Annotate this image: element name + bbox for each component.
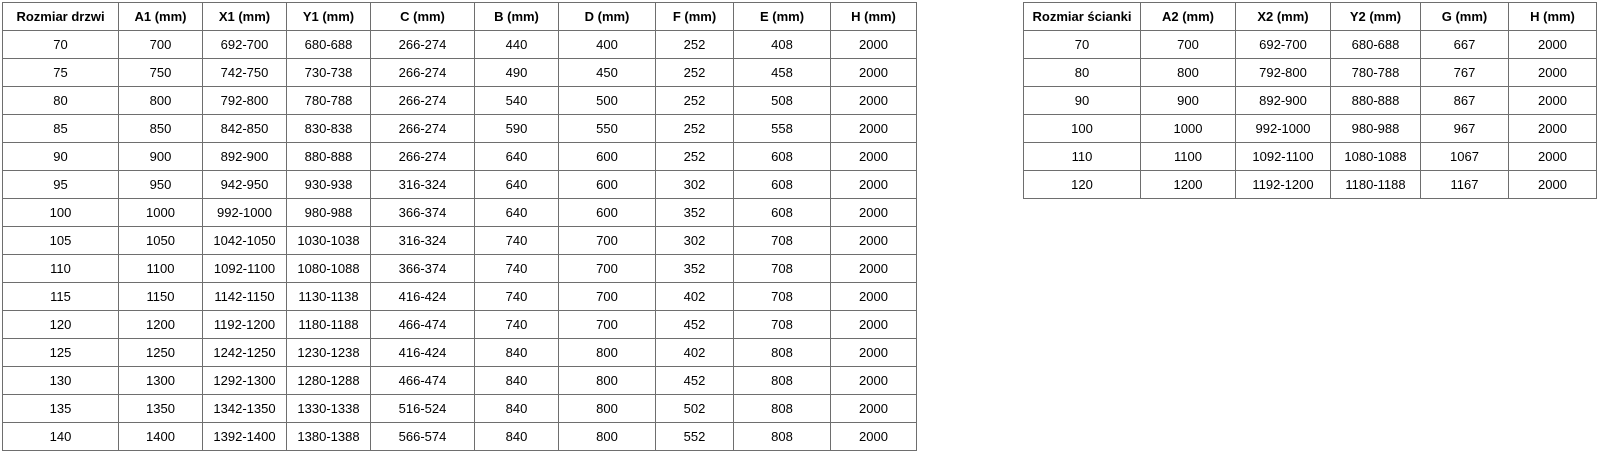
table-cell: 600	[559, 143, 656, 171]
table-cell: 302	[656, 227, 734, 255]
table-cell: 400	[559, 31, 656, 59]
table-cell: 1042-1050	[203, 227, 287, 255]
column-header: C (mm)	[371, 3, 475, 31]
table-cell: 1350	[119, 395, 203, 423]
table-cell: 1392-1400	[203, 423, 287, 451]
table-cell: 402	[656, 339, 734, 367]
table-cell: 2000	[831, 339, 917, 367]
table-cell: 1192-1200	[1236, 171, 1331, 199]
table-cell: 120	[3, 311, 119, 339]
table-cell: 252	[656, 87, 734, 115]
column-header: F (mm)	[656, 3, 734, 31]
table-cell: 950	[119, 171, 203, 199]
wall-size-table	[1023, 2, 1597, 199]
table-cell: 1080-1088	[287, 255, 371, 283]
table-cell: 808	[734, 339, 831, 367]
table-cell: 2000	[831, 283, 917, 311]
table-cell: 608	[734, 199, 831, 227]
table-cell: 740	[475, 255, 559, 283]
table-cell: 600	[559, 171, 656, 199]
table-row	[3, 227, 917, 255]
table-cell: 252	[656, 59, 734, 87]
table-cell: 2000	[831, 367, 917, 395]
door-size-table-body	[3, 31, 917, 451]
table-cell: 90	[1024, 87, 1141, 115]
table-cell: 1000	[119, 199, 203, 227]
table-row	[3, 143, 917, 171]
table-cell: 366-374	[371, 255, 475, 283]
table-cell: 2000	[1509, 115, 1597, 143]
table-cell: 540	[475, 87, 559, 115]
table-cell: 140	[3, 423, 119, 451]
table-row	[3, 311, 917, 339]
table-cell: 1192-1200	[203, 311, 287, 339]
table-cell: 1250	[119, 339, 203, 367]
table-cell: 70	[3, 31, 119, 59]
table-cell: 1400	[119, 423, 203, 451]
table-cell: 800	[119, 87, 203, 115]
door-size-table	[2, 2, 917, 451]
table-cell: 2000	[1509, 31, 1597, 59]
table-cell: 892-900	[1236, 87, 1331, 115]
table-cell: 352	[656, 255, 734, 283]
table-cell: 830-838	[287, 115, 371, 143]
table-row	[3, 115, 917, 143]
table-cell: 466-474	[371, 311, 475, 339]
table-cell: 1230-1238	[287, 339, 371, 367]
door-size-table-header	[3, 3, 917, 31]
column-header: Rozmiar drzwi	[3, 3, 119, 31]
table-row	[1024, 143, 1597, 171]
table-row	[3, 171, 917, 199]
table-cell: 95	[3, 171, 119, 199]
table-cell: 1167	[1421, 171, 1509, 199]
table-cell: 930-938	[287, 171, 371, 199]
table-cell: 680-688	[287, 31, 371, 59]
table-cell: 416-424	[371, 283, 475, 311]
table-cell: 352	[656, 199, 734, 227]
table-cell: 1242-1250	[203, 339, 287, 367]
table-cell: 992-1000	[1236, 115, 1331, 143]
table-cell: 2000	[831, 171, 917, 199]
table-cell: 608	[734, 171, 831, 199]
table-cell: 2000	[831, 59, 917, 87]
table-cell: 100	[3, 199, 119, 227]
table-cell: 90	[3, 143, 119, 171]
table-row	[3, 255, 917, 283]
table-row	[3, 395, 917, 423]
table-row	[1024, 115, 1597, 143]
table-cell: 1150	[119, 283, 203, 311]
table-cell: 366-374	[371, 199, 475, 227]
table-cell: 640	[475, 171, 559, 199]
table-cell: 800	[1141, 59, 1236, 87]
table-cell: 700	[559, 255, 656, 283]
table-cell: 2000	[831, 115, 917, 143]
header-row	[3, 3, 917, 31]
table-cell: 550	[559, 115, 656, 143]
column-header: Y2 (mm)	[1331, 3, 1421, 31]
table-cell: 800	[559, 367, 656, 395]
table-cell: 808	[734, 367, 831, 395]
table-cell: 516-524	[371, 395, 475, 423]
table-cell: 742-750	[203, 59, 287, 87]
table-cell: 1180-1188	[287, 311, 371, 339]
table-cell: 992-1000	[203, 199, 287, 227]
table-cell: 680-688	[1331, 31, 1421, 59]
table-cell: 266-274	[371, 31, 475, 59]
table-cell: 125	[3, 339, 119, 367]
table-cell: 808	[734, 395, 831, 423]
table-cell: 980-988	[1331, 115, 1421, 143]
table-cell: 590	[475, 115, 559, 143]
table-cell: 1200	[1141, 171, 1236, 199]
table-cell: 1092-1100	[1236, 143, 1331, 171]
table-cell: 840	[475, 367, 559, 395]
table-row	[1024, 87, 1597, 115]
table-cell: 840	[475, 395, 559, 423]
table-cell: 740	[475, 311, 559, 339]
table-cell: 708	[734, 283, 831, 311]
table-cell: 110	[3, 255, 119, 283]
table-cell: 1300	[119, 367, 203, 395]
table-row	[3, 423, 917, 451]
table-cell: 1100	[1141, 143, 1236, 171]
table-cell: 115	[3, 283, 119, 311]
table-cell: 452	[656, 311, 734, 339]
table-cell: 808	[734, 423, 831, 451]
table-cell: 800	[559, 395, 656, 423]
table-cell: 608	[734, 143, 831, 171]
table-cell: 740	[475, 227, 559, 255]
table-cell: 266-274	[371, 115, 475, 143]
table-cell: 767	[1421, 59, 1509, 87]
table-cell: 2000	[1509, 143, 1597, 171]
table-cell: 730-738	[287, 59, 371, 87]
table-cell: 2000	[1509, 171, 1597, 199]
wall-size-table-body	[1024, 31, 1597, 199]
table-cell: 1092-1100	[203, 255, 287, 283]
table-cell: 266-274	[371, 87, 475, 115]
table-cell: 700	[1141, 31, 1236, 59]
table-cell: 700	[119, 31, 203, 59]
table-cell: 667	[1421, 31, 1509, 59]
table-row	[3, 87, 917, 115]
column-header: G (mm)	[1421, 3, 1509, 31]
wall-size-table-header	[1024, 3, 1597, 31]
table-cell: 450	[559, 59, 656, 87]
table-cell: 700	[559, 283, 656, 311]
column-header: H (mm)	[1509, 3, 1597, 31]
table-cell: 558	[734, 115, 831, 143]
table-cell: 640	[475, 199, 559, 227]
table-cell: 892-900	[203, 143, 287, 171]
table-cell: 780-788	[1331, 59, 1421, 87]
table-cell: 316-324	[371, 171, 475, 199]
table-row	[3, 339, 917, 367]
table-row	[1024, 171, 1597, 199]
column-header: A2 (mm)	[1141, 3, 1236, 31]
table-cell: 252	[656, 143, 734, 171]
table-cell: 105	[3, 227, 119, 255]
table-cell: 80	[3, 87, 119, 115]
table-cell: 880-888	[1331, 87, 1421, 115]
table-cell: 490	[475, 59, 559, 87]
table-cell: 740	[475, 283, 559, 311]
table-cell: 2000	[831, 311, 917, 339]
table-cell: 452	[656, 367, 734, 395]
column-header: B (mm)	[475, 3, 559, 31]
table-cell: 416-424	[371, 339, 475, 367]
table-cell: 566-574	[371, 423, 475, 451]
table-cell: 780-788	[287, 87, 371, 115]
table-cell: 840	[475, 339, 559, 367]
table-cell: 80	[1024, 59, 1141, 87]
table-cell: 867	[1421, 87, 1509, 115]
table-cell: 2000	[831, 31, 917, 59]
table-cell: 500	[559, 87, 656, 115]
table-row	[1024, 59, 1597, 87]
column-header: E (mm)	[734, 3, 831, 31]
table-cell: 408	[734, 31, 831, 59]
table-cell: 800	[559, 339, 656, 367]
table-row	[3, 59, 917, 87]
table-cell: 2000	[831, 395, 917, 423]
table-cell: 252	[656, 31, 734, 59]
table-cell: 900	[119, 143, 203, 171]
table-cell: 750	[119, 59, 203, 87]
table-cell: 1180-1188	[1331, 171, 1421, 199]
table-cell: 1330-1338	[287, 395, 371, 423]
table-row	[3, 367, 917, 395]
table-row	[3, 31, 917, 59]
table-cell: 980-988	[287, 199, 371, 227]
table-cell: 2000	[831, 255, 917, 283]
column-header: Rozmiar ścianki	[1024, 3, 1141, 31]
column-header: X1 (mm)	[203, 3, 287, 31]
table-cell: 266-274	[371, 143, 475, 171]
table-cell: 842-850	[203, 115, 287, 143]
table-cell: 1200	[119, 311, 203, 339]
table-cell: 640	[475, 143, 559, 171]
table-cell: 266-274	[371, 59, 475, 87]
table-cell: 252	[656, 115, 734, 143]
column-header: D (mm)	[559, 3, 656, 31]
table-cell: 942-950	[203, 171, 287, 199]
table-cell: 458	[734, 59, 831, 87]
table-cell: 1030-1038	[287, 227, 371, 255]
table-cell: 402	[656, 283, 734, 311]
table-cell: 2000	[1509, 87, 1597, 115]
table-cell: 1280-1288	[287, 367, 371, 395]
table-cell: 1050	[119, 227, 203, 255]
table-cell: 466-474	[371, 367, 475, 395]
table-cell: 135	[3, 395, 119, 423]
column-header: H (mm)	[831, 3, 917, 31]
table-cell: 880-888	[287, 143, 371, 171]
table-cell: 502	[656, 395, 734, 423]
table-cell: 302	[656, 171, 734, 199]
header-row	[1024, 3, 1597, 31]
table-row	[1024, 31, 1597, 59]
table-cell: 708	[734, 255, 831, 283]
table-cell: 1130-1138	[287, 283, 371, 311]
table-cell: 1000	[1141, 115, 1236, 143]
table-cell: 1080-1088	[1331, 143, 1421, 171]
table-cell: 552	[656, 423, 734, 451]
table-cell: 708	[734, 311, 831, 339]
table-cell: 900	[1141, 87, 1236, 115]
table-cell: 2000	[831, 143, 917, 171]
table-cell: 700	[559, 311, 656, 339]
table-cell: 130	[3, 367, 119, 395]
table-cell: 1292-1300	[203, 367, 287, 395]
table-cell: 1380-1388	[287, 423, 371, 451]
table-cell: 1142-1150	[203, 283, 287, 311]
table-row	[3, 199, 917, 227]
table-cell: 800	[559, 423, 656, 451]
table-cell: 2000	[1509, 59, 1597, 87]
column-header: Y1 (mm)	[287, 3, 371, 31]
table-cell: 967	[1421, 115, 1509, 143]
table-cell: 792-800	[1236, 59, 1331, 87]
table-cell: 692-700	[1236, 31, 1331, 59]
table-row	[3, 283, 917, 311]
table-cell: 440	[475, 31, 559, 59]
table-cell: 792-800	[203, 87, 287, 115]
table-cell: 600	[559, 199, 656, 227]
table-cell: 110	[1024, 143, 1141, 171]
table-cell: 316-324	[371, 227, 475, 255]
column-header: A1 (mm)	[119, 3, 203, 31]
table-cell: 2000	[831, 423, 917, 451]
table-cell: 75	[3, 59, 119, 87]
table-cell: 692-700	[203, 31, 287, 59]
table-cell: 708	[734, 227, 831, 255]
table-cell: 100	[1024, 115, 1141, 143]
table-cell: 1342-1350	[203, 395, 287, 423]
table-cell: 1067	[1421, 143, 1509, 171]
table-cell: 2000	[831, 227, 917, 255]
table-cell: 1100	[119, 255, 203, 283]
table-cell: 120	[1024, 171, 1141, 199]
table-cell: 700	[559, 227, 656, 255]
table-cell: 2000	[831, 87, 917, 115]
table-cell: 85	[3, 115, 119, 143]
table-cell: 2000	[831, 199, 917, 227]
table-cell: 850	[119, 115, 203, 143]
table-cell: 508	[734, 87, 831, 115]
column-header: X2 (mm)	[1236, 3, 1331, 31]
table-cell: 70	[1024, 31, 1141, 59]
table-cell: 840	[475, 423, 559, 451]
